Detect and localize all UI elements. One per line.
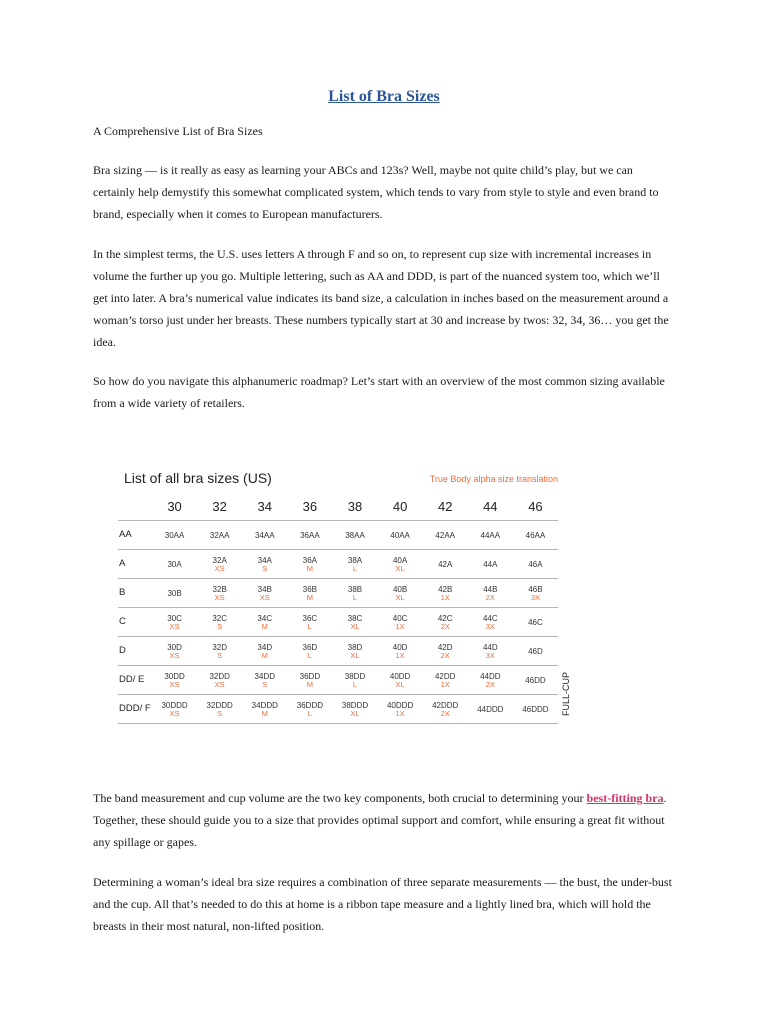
size-value: 32DDD [206, 700, 233, 710]
alpha-size: 2X [440, 621, 450, 631]
size-cell [468, 637, 513, 666]
alpha-size: L [307, 621, 312, 631]
alpha-size: XS [214, 592, 225, 602]
size-cell [152, 550, 197, 579]
size-cell [513, 521, 558, 550]
table-body [118, 521, 558, 724]
page-title: List of Bra Sizes [328, 88, 440, 105]
size-value: 38DD [344, 671, 366, 681]
size-cell [287, 637, 332, 666]
alpha-size: S [217, 621, 223, 631]
size-value: 36D [302, 642, 318, 652]
alpha-size: 3X [485, 650, 495, 660]
full-cup-text: FULL-CUP [561, 671, 571, 717]
size-value: 36DD [299, 671, 321, 681]
table-row [118, 637, 558, 666]
paragraph-band-cup-text: The band measurement and cup volume are the two key components, both crucial to determining your [93, 791, 587, 805]
size-cell [423, 608, 468, 637]
size-cell [152, 608, 197, 637]
size-cell [378, 579, 423, 608]
size-cell [287, 521, 332, 550]
size-cell [423, 521, 468, 550]
size-cell [152, 666, 197, 695]
size-value: 46AA [525, 530, 546, 540]
alpha-size: 2X [485, 679, 495, 689]
table-corner-cell [118, 492, 152, 521]
size-value: 32D [212, 642, 227, 652]
size-cell [513, 637, 558, 666]
alpha-size: 1X [440, 592, 450, 602]
alpha-size: 3X [530, 592, 541, 602]
alpha-size: XS [214, 679, 225, 689]
size-value: 32DD [209, 671, 230, 681]
size-cell [152, 521, 197, 550]
size-cell [332, 637, 377, 666]
alpha-size: M [261, 621, 268, 631]
alpha-size: XS [214, 563, 225, 573]
size-cell [468, 521, 513, 550]
alpha-size: XL [395, 679, 405, 689]
alpha-size: XL [350, 650, 360, 660]
band-header: 38 [332, 492, 377, 521]
paragraph-measurements: Determining a woman’s ideal bra size requires a combination of three separate measurements — the bust, the under-bust and the cup. All that’s needed to do this at home is a ribbon tape measure and a lightly lined bra, which will hold the breasts in their most natural, non-lifted position. [93, 875, 672, 933]
alpha-size: 1X [440, 679, 450, 689]
alpha-size: M [306, 563, 313, 573]
size-cell [513, 666, 558, 695]
size-value: 36DDD [296, 700, 323, 710]
size-value: 32AA [209, 530, 230, 540]
size-value: 36B [302, 584, 317, 594]
size-value: 46C [528, 617, 543, 627]
table-row [118, 521, 558, 550]
size-cell [468, 695, 513, 724]
size-cell [513, 695, 558, 724]
size-value: 42DDD [432, 700, 459, 710]
band-header: 36 [287, 492, 332, 521]
size-value: 42A [438, 559, 453, 569]
cup-label: DDD/ F [118, 695, 152, 724]
size-cell [513, 608, 558, 637]
band-header: 34 [242, 492, 287, 521]
size-cell [332, 608, 377, 637]
size-cell [287, 695, 332, 724]
alpha-size: L [352, 679, 358, 689]
size-cell [197, 521, 242, 550]
size-cell [287, 608, 332, 637]
alpha-size: S [262, 679, 268, 689]
size-cell [423, 666, 468, 695]
size-value: 30D [167, 642, 182, 652]
alpha-size: 1X [395, 650, 405, 660]
size-cell [332, 550, 377, 579]
alpha-size: XS [169, 621, 180, 631]
size-cell [197, 550, 242, 579]
alpha-size: XS [169, 708, 180, 718]
size-value: 36A [302, 555, 317, 565]
size-value: 46B [528, 584, 543, 594]
size-cell [197, 695, 242, 724]
alpha-size: S [217, 650, 223, 660]
size-value: 34C [257, 613, 273, 623]
alpha-size: L [352, 592, 358, 602]
paragraph-band-cup [93, 787, 673, 853]
alpha-size: S [262, 563, 268, 573]
size-cell [378, 695, 423, 724]
size-value: 44B [483, 584, 498, 594]
size-value: 32A [212, 555, 227, 565]
band-header: 30 [152, 492, 197, 521]
alpha-size: XS [259, 592, 270, 602]
size-cell [513, 550, 558, 579]
size-cell [287, 666, 332, 695]
size-value: 34B [257, 584, 272, 594]
size-cell [242, 637, 287, 666]
size-value: 30C [167, 613, 182, 623]
alpha-size: XL [350, 621, 360, 631]
size-cell [468, 550, 513, 579]
table-row [118, 608, 558, 637]
size-value: 30B [167, 588, 182, 598]
size-cell [423, 579, 468, 608]
size-value: 42DD [434, 671, 456, 681]
table-row [118, 695, 558, 724]
size-value: 30A [167, 559, 182, 569]
bra-size-chart [118, 470, 578, 730]
size-value: 44A [483, 559, 498, 569]
alpha-size: M [261, 708, 268, 718]
alpha-size: 2X [440, 650, 450, 660]
size-value: 34DD [254, 671, 275, 681]
band-header: 32 [197, 492, 242, 521]
full-cup-label [558, 666, 574, 722]
size-cell [197, 608, 242, 637]
alpha-size: XL [395, 563, 405, 573]
table-row [118, 666, 558, 695]
cup-label: C [118, 608, 152, 637]
alpha-size: XL [350, 708, 360, 718]
size-value: 38A [347, 555, 363, 565]
size-value: 40D [392, 642, 408, 652]
size-cell [332, 521, 377, 550]
alpha-size: 2X [485, 592, 495, 602]
size-value: 30DD [164, 671, 185, 681]
size-value: 34AA [254, 530, 275, 540]
size-value: 40DD [389, 671, 411, 681]
size-value: 40DDD [386, 700, 414, 710]
size-value: 44DDD [477, 704, 504, 714]
size-cell [468, 608, 513, 637]
size-cell [242, 666, 287, 695]
size-value: 36AA [300, 530, 320, 540]
band-header: 44 [468, 492, 513, 521]
size-value: 42AA [435, 530, 455, 540]
size-value: 42B [438, 584, 453, 594]
size-cell [242, 521, 287, 550]
size-value: 46DD [525, 675, 546, 685]
size-value: 44C [482, 613, 498, 623]
size-cell [378, 666, 423, 695]
paragraph-cup-band: In the simplest terms, the U.S. uses letters A through F and so on, to represent cup size with incremental increases in volume the further up you go. Multiple lettering, such as AA and DDD, is part of the nuanced system too, which we’ll get into later. A bra’s numerical value indicates its band size, a calculation in inches based on the measurement around a woman’s torso just under her breasts. These numbers typically start at 30 and increase by twos: 32, 34, 36… you get the idea. [93, 247, 669, 349]
size-cell [287, 579, 332, 608]
band-header: 46 [513, 492, 558, 521]
table-header-row [118, 492, 558, 521]
size-cell [242, 695, 287, 724]
alpha-size: L [307, 708, 312, 718]
size-value: 34D [257, 642, 273, 652]
size-value: 40AA [390, 530, 410, 540]
size-value: 42C [437, 613, 453, 623]
cup-label: DD/ E [118, 666, 152, 695]
size-value: 38D [347, 642, 363, 652]
paragraph-intro: Bra sizing — is it really as easy as learning your ABCs and 123s? Well, maybe not quite child’s play, but we can certainly help demystify this somewhat complicated system, which tends to vary from style to style and even brand to brand, especially when it comes to European manufacturers. [93, 163, 659, 221]
alpha-size: 3X [485, 621, 495, 631]
size-value: 32C [212, 613, 227, 623]
size-value: 34DDD [251, 700, 278, 710]
paragraph-band-cup-tail: . Together, these should guide you to a size that provides optimal support and comfort, while ensuring a great fit without any spillage or gapes. [93, 791, 667, 849]
size-value: 30AA [164, 530, 185, 540]
size-value: 38C [347, 613, 363, 623]
size-cell [197, 579, 242, 608]
size-value: 38AA [345, 530, 365, 540]
size-cell [242, 608, 287, 637]
band-header: 40 [378, 492, 423, 521]
size-cell [378, 521, 423, 550]
size-value: 44AA [480, 530, 501, 540]
size-value: 32B [212, 584, 227, 594]
alpha-size: 1X [395, 621, 405, 631]
best-fitting-bra-link[interactable]: best-fitting bra [586, 791, 664, 805]
size-cell [287, 550, 332, 579]
size-value: 36C [302, 613, 318, 623]
alpha-size: 1X [395, 708, 405, 718]
size-cell [332, 579, 377, 608]
page-subtitle: A Comprehensive List of Bra Sizes [93, 124, 263, 138]
size-cell [378, 608, 423, 637]
size-value: 46A [528, 559, 543, 569]
cup-label: D [118, 637, 152, 666]
alpha-size: S [217, 708, 223, 718]
alpha-size: 2X [440, 708, 450, 718]
size-cell [378, 637, 423, 666]
band-header: 42 [423, 492, 468, 521]
size-cell [152, 695, 197, 724]
table-row [118, 579, 558, 608]
alpha-size: XS [169, 679, 180, 689]
size-value: 40B [392, 584, 408, 594]
paragraph-roadmap: So how do you navigate this alphanumeric roadmap? Let’s start with an overview of the most common sizing available from a wide variety of retailers. [93, 374, 665, 410]
size-value: 46D [528, 646, 543, 656]
alpha-size: XL [395, 592, 405, 602]
cup-label: AA [118, 521, 152, 550]
size-cell [197, 637, 242, 666]
size-cell [332, 695, 377, 724]
size-value: 30DDD [161, 700, 188, 710]
alpha-size: M [306, 679, 313, 689]
size-value: 42D [437, 642, 453, 652]
size-cell [513, 579, 558, 608]
size-value: 38B [347, 584, 363, 594]
chart-note: True Body alpha size translation [429, 474, 558, 484]
size-cell [468, 666, 513, 695]
alpha-size: M [306, 592, 313, 602]
size-cell [468, 579, 513, 608]
cup-label: A [118, 550, 152, 579]
size-cell [423, 637, 468, 666]
size-value: 40A [392, 555, 408, 565]
alpha-size: M [261, 650, 268, 660]
alpha-size: XS [169, 650, 180, 660]
size-value: 40C [392, 613, 408, 623]
chart-title: List of all bra sizes (US) [124, 470, 272, 486]
cup-label: B [118, 579, 152, 608]
size-cell [197, 666, 242, 695]
size-cell [242, 550, 287, 579]
size-cell [378, 550, 423, 579]
size-value: 38DDD [341, 700, 369, 710]
size-cell [152, 637, 197, 666]
size-value: 44D [482, 642, 498, 652]
size-table [118, 492, 558, 724]
size-value: 46DDD [522, 704, 549, 714]
size-cell [242, 579, 287, 608]
size-cell [152, 579, 197, 608]
alpha-size: L [352, 563, 358, 573]
size-cell [423, 550, 468, 579]
table-row [118, 550, 558, 579]
size-value: 34A [257, 555, 272, 565]
alpha-size: L [307, 650, 312, 660]
size-value: 44DD [480, 671, 501, 681]
size-cell [423, 695, 468, 724]
size-cell [332, 666, 377, 695]
